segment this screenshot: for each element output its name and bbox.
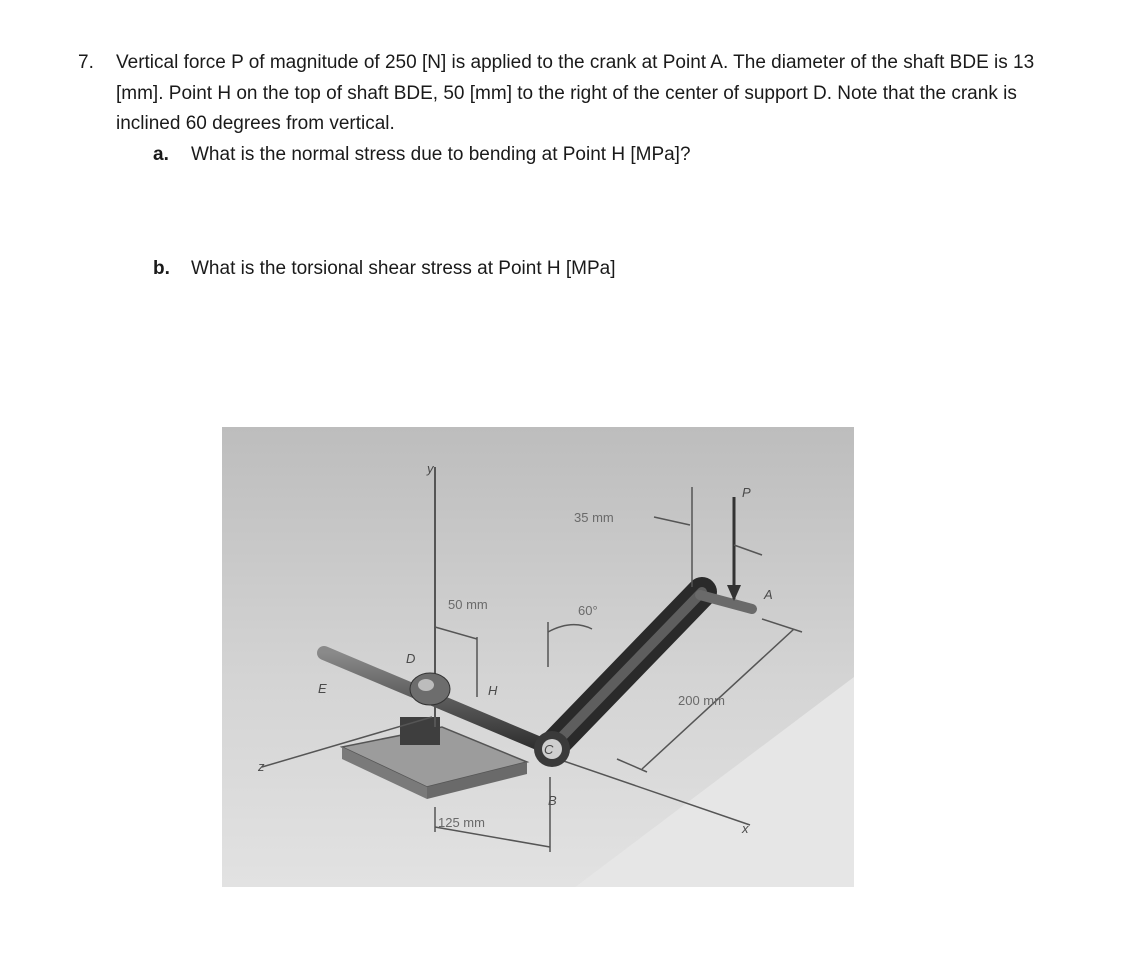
problem-block — [78, 48, 1038, 285]
problem-statement-row — [78, 48, 1038, 140]
part-a-letter: a. — [153, 143, 169, 165]
crank-diagram — [222, 427, 854, 887]
force-p-label: P — [742, 485, 751, 500]
x-axis-label: x — [742, 821, 749, 836]
point-c-label: C — [544, 742, 554, 757]
point-d-label: D — [406, 651, 416, 666]
angle-label: 60° — [578, 603, 598, 618]
point-e-label: E — [318, 681, 327, 696]
dim-200-label: 200 mm — [678, 693, 725, 708]
dim-125-label: 125 mm — [438, 815, 485, 830]
z-axis-label: z — [258, 759, 265, 774]
y-axis-label: y — [427, 461, 434, 476]
part-a — [153, 140, 1038, 171]
point-a-label: A — [764, 587, 773, 602]
point-b-label: B — [548, 793, 557, 808]
dim-35-label: 35 mm — [574, 510, 614, 525]
part-b-letter: b. — [153, 258, 170, 279]
problem-parts — [153, 140, 1038, 285]
crank-shaft-figure — [222, 427, 854, 887]
point-h-label: H — [488, 683, 498, 698]
part-b — [153, 254, 1038, 285]
part-a-question: What is the normal stress due to bending at Point H [MPa]? — [191, 143, 691, 165]
bearing-d-highlight — [418, 679, 434, 691]
problem-statement: Vertical force P of magnitude of 250 [N] is applied to the crank at Point A. The diameter of the shaft BDE is 13 [mm]. Point H on the top of shaft BDE, 50 [mm] to the right of the center of support D. Note that the crank is inclined 60 degrees from vertical. — [116, 52, 1035, 134]
part-b-question: What is the torsional shear stress at Point H [MPa] — [191, 258, 616, 279]
problem-number: 7. — [78, 52, 94, 73]
dim-50-label: 50 mm — [448, 597, 488, 612]
